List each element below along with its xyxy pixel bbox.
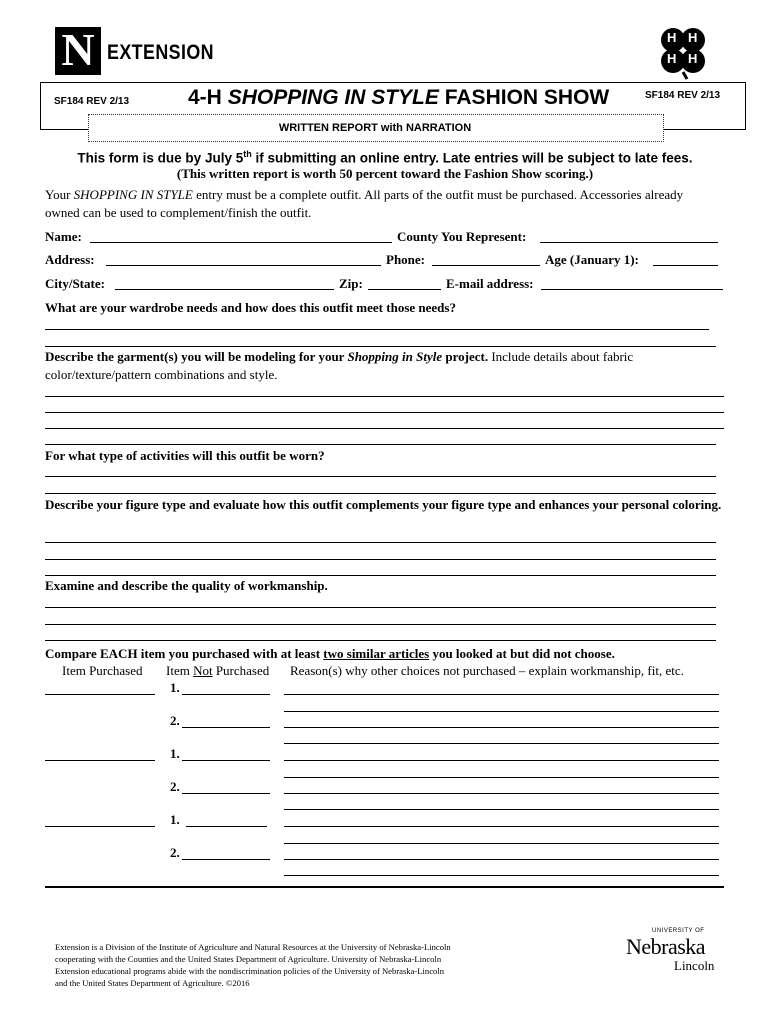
address-label: Address: xyxy=(45,252,95,267)
answer-line[interactable] xyxy=(45,542,716,543)
section-divider xyxy=(45,886,724,888)
question-workmanship: Examine and describe the quality of workmanship. xyxy=(45,578,328,593)
answer-line[interactable] xyxy=(45,493,716,494)
answer-line[interactable] xyxy=(45,412,724,413)
intro-paragraph: Your SHOPPING IN STYLE entry must be a complete outfit. All parts of the outfit must be purchased. Accessories already owned can be used to complement/finish the outfit. xyxy=(45,187,684,220)
form-code-right: SF184 REV 2/13 xyxy=(645,90,721,101)
item-not-purchased-field[interactable] xyxy=(186,826,267,827)
form-code-left: SF184 REV 2/13 xyxy=(54,96,130,107)
clover-letter: H xyxy=(688,51,698,66)
item-not-purchased-field[interactable] xyxy=(182,727,270,728)
logo-small-text: UNIVERSITY OF xyxy=(652,928,705,934)
reason-line[interactable] xyxy=(284,826,719,827)
address-field[interactable] xyxy=(106,265,381,266)
answer-line[interactable] xyxy=(45,476,716,477)
reason-line[interactable] xyxy=(284,843,719,844)
answer-line[interactable] xyxy=(45,396,724,397)
county-field[interactable] xyxy=(540,242,718,243)
city-state-field[interactable] xyxy=(115,289,334,290)
answer-line[interactable] xyxy=(45,575,716,576)
answer-line[interactable] xyxy=(45,428,724,429)
answer-line[interactable] xyxy=(45,624,716,625)
reason-line[interactable] xyxy=(284,875,719,876)
logo-campus-text: Lincoln xyxy=(674,958,715,973)
alt-number: 1. xyxy=(170,812,180,827)
logo-main-text: Nebraska xyxy=(626,934,706,959)
scoring-notice: (This written report is worth 50 percent toward the Fashion Show scoring.) xyxy=(176,166,594,181)
university-nebraska-lincoln-logo xyxy=(622,928,722,978)
zip-label: Zip: xyxy=(339,276,363,291)
answer-line[interactable] xyxy=(45,607,716,608)
answer-line[interactable] xyxy=(45,346,716,347)
question-compare-items: Compare EACH item you purchased with at least two similar articles you looked at but did not choose. xyxy=(45,646,615,661)
reason-line[interactable] xyxy=(284,694,719,695)
item-not-purchased-field[interactable] xyxy=(182,859,270,860)
item-not-purchased-field[interactable] xyxy=(182,760,270,761)
alt-number: 2. xyxy=(170,779,180,794)
clover-letter: H xyxy=(667,51,677,66)
reason-line[interactable] xyxy=(284,793,719,794)
city-state-label: City/State: xyxy=(45,276,105,291)
age-field[interactable] xyxy=(653,265,718,266)
answer-line[interactable] xyxy=(45,559,716,560)
name-field[interactable] xyxy=(90,242,392,243)
reason-line[interactable] xyxy=(284,809,719,810)
question-wardrobe-needs: What are your wardrobe needs and how does this outfit meet those needs? xyxy=(45,300,456,315)
due-date-notice: This form is due by July 5th if submitting an online entry. Late entries will be subject to late fees. xyxy=(77,149,693,166)
reason-line[interactable] xyxy=(284,727,719,728)
footer-disclaimer: Extension is a Division of the Institute of Agriculture and Natural Resources at the University of Nebraska-Lincoln cooperating with the Counties and the United States Department of Agriculture. University of Nebraska-Lincoln Extension educational programs abide with the nondiscrimination policies of the University of Nebraska-Lincoln and the United States Department of Agriculture. ©2016 xyxy=(55,942,451,988)
nebraska-n-logo xyxy=(55,24,101,75)
column-item-not-purchased: Item Not Purchased xyxy=(166,663,270,678)
alt-number: 1. xyxy=(170,680,180,695)
reason-line[interactable] xyxy=(284,859,719,860)
reason-line[interactable] xyxy=(284,711,719,712)
alt-number: 2. xyxy=(170,845,180,860)
zip-field[interactable] xyxy=(368,289,441,290)
county-label: County You Represent: xyxy=(397,229,527,244)
name-label: Name: xyxy=(45,229,82,244)
page-subtitle: WRITTEN REPORT with NARRATION xyxy=(278,122,472,134)
question-activities: For what type of activities will this outfit be worn? xyxy=(45,448,325,463)
item-purchased-field[interactable] xyxy=(45,694,155,695)
item-not-purchased-field[interactable] xyxy=(182,694,270,695)
logo-letter: N xyxy=(61,24,95,75)
phone-label: Phone: xyxy=(386,252,425,267)
answer-line[interactable] xyxy=(45,329,709,330)
reason-line[interactable] xyxy=(284,743,719,744)
answer-line[interactable] xyxy=(45,640,716,641)
email-field[interactable] xyxy=(541,289,723,290)
reason-line[interactable] xyxy=(284,777,719,778)
column-item-purchased: Item Purchased xyxy=(62,663,143,678)
answer-line[interactable] xyxy=(45,444,716,445)
reason-line[interactable] xyxy=(284,760,719,761)
four-h-clover-icon xyxy=(655,24,711,80)
alt-number: 1. xyxy=(170,746,180,761)
page-title: 4-H SHOPPING IN STYLE FASHION SHOW xyxy=(188,86,610,109)
alt-number: 2. xyxy=(170,713,180,728)
item-purchased-field[interactable] xyxy=(45,826,155,827)
question-describe-garments: Describe the garment(s) you will be modeling for your Shopping in Style project. Include details about fabric color/texture/pattern combinations and style. xyxy=(45,349,634,382)
column-reasons: Reason(s) why other choices not purchased – explain workmanship, fit, etc. xyxy=(290,663,684,678)
question-figure-type: Describe your figure type and evaluate how this outfit complements your figure type and enhances your personal coloring. xyxy=(45,497,722,512)
clover-letter: H xyxy=(667,30,677,45)
clover-letter: H xyxy=(688,30,698,45)
extension-logo-text: EXTENSION xyxy=(107,41,214,64)
email-label: E-mail address: xyxy=(446,276,534,291)
item-purchased-field[interactable] xyxy=(45,760,155,761)
item-not-purchased-field[interactable] xyxy=(182,793,270,794)
phone-field[interactable] xyxy=(432,265,540,266)
age-label: Age (January 1): xyxy=(545,252,639,267)
